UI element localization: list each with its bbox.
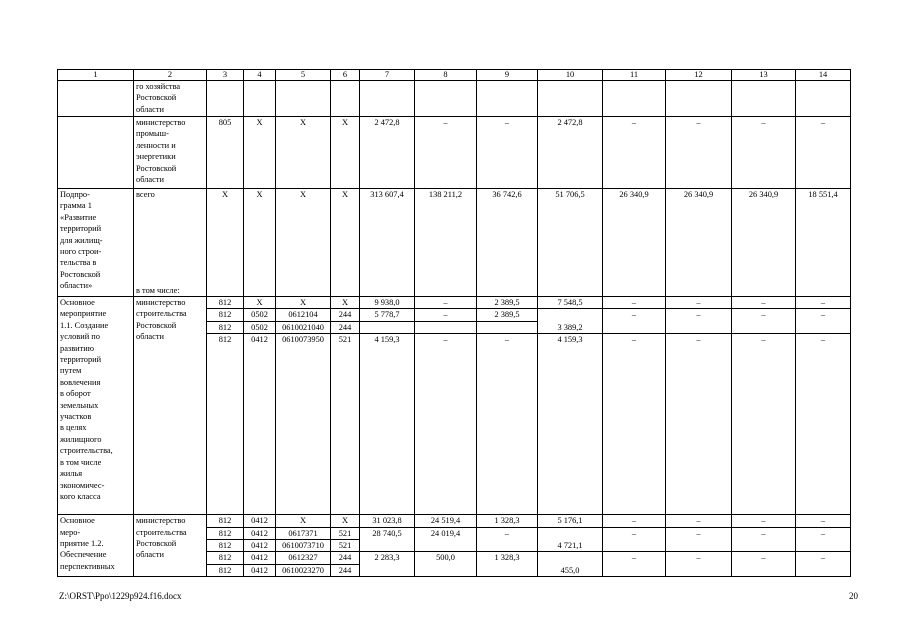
text-line: строительства	[136, 309, 187, 319]
cell-value: –	[603, 334, 666, 515]
cell-value: 9 938,0	[360, 297, 415, 309]
cell-value: –	[732, 334, 796, 515]
cell-value: X	[331, 117, 360, 189]
cell-value: X	[276, 515, 331, 527]
header-cell: 5	[276, 70, 331, 81]
cell-value: –	[477, 527, 538, 552]
text-line: области	[136, 332, 164, 342]
cell-value: 521	[331, 334, 360, 515]
cell-measure	[58, 297, 134, 515]
cell-value: 4 159,3	[538, 334, 603, 515]
text-line: территорий	[60, 224, 102, 234]
cell-value: –	[415, 309, 477, 321]
cell-value: –	[415, 334, 477, 515]
text-line: энергетики	[136, 152, 176, 162]
cell-value: 0502	[244, 309, 276, 321]
document-path: Z:\ORST\Ppo\1229p924.f16.docx	[59, 591, 182, 601]
header-cell: 11	[603, 70, 666, 81]
cell-value: 0610023270	[276, 564, 331, 576]
cell-value: 0612327	[276, 552, 331, 564]
text-line: грамма 1	[60, 201, 92, 211]
table-row	[58, 117, 851, 189]
cell-value	[360, 321, 415, 333]
cell-value: 26 340,9	[732, 189, 796, 297]
cell-value: 812	[207, 309, 244, 321]
text-line: меро-	[60, 527, 81, 537]
cell-value: 500,0	[415, 552, 477, 577]
cell-value: –	[415, 117, 477, 189]
cell-value: X	[276, 297, 331, 309]
cell-value: –	[796, 334, 851, 515]
cell-empty	[603, 81, 666, 117]
cell-executor	[134, 297, 207, 515]
page-number: 20	[849, 591, 858, 601]
header-cell: 3	[207, 70, 244, 81]
cell-value: 0412	[244, 564, 276, 576]
cell-value: 0412	[244, 540, 276, 552]
cell-value: X	[207, 189, 244, 297]
cell-value: –	[732, 297, 796, 309]
cell-value: –	[603, 117, 666, 189]
text-line: ленности и	[136, 140, 176, 150]
text-line: развитию	[60, 343, 95, 353]
cell-value: 2 472,8	[538, 117, 603, 189]
text-line: тельства в	[60, 258, 97, 268]
cell-value: X	[331, 189, 360, 297]
cell-value: 4 159,3	[360, 334, 415, 515]
text-line: в оборот	[60, 389, 91, 399]
text-line: всего	[136, 190, 155, 199]
text-line: 1.1. Создание	[60, 320, 109, 330]
cell-value: 812	[207, 552, 244, 564]
cell-value: X	[244, 189, 276, 297]
cell-value: 26 340,9	[603, 189, 666, 297]
cell-value: 0617371	[276, 527, 331, 539]
cell-value: 51 706,5	[538, 189, 603, 297]
cell-value: 36 742,6	[477, 189, 538, 297]
cell-value: –	[666, 117, 732, 189]
text-line: территорий	[60, 355, 102, 365]
text-line: строительства	[136, 527, 187, 537]
cell-empty	[477, 81, 538, 117]
cell-empty	[331, 81, 360, 117]
cell-value: 24 519,4	[415, 515, 477, 527]
cell-value: 313 607,4	[360, 189, 415, 297]
cell-value: –	[796, 297, 851, 309]
cell-measure	[58, 515, 134, 577]
cell-value: 31 023,8	[360, 515, 415, 527]
header-row	[58, 70, 851, 81]
cell-value: –	[732, 552, 796, 577]
cell-value: 244	[331, 564, 360, 576]
cell-value	[415, 321, 477, 333]
cell-value: –	[796, 117, 851, 189]
cell-value: X	[331, 297, 360, 309]
cell-value: 244	[331, 321, 360, 333]
cell-value: –	[477, 334, 538, 515]
text-line: Ростовской	[136, 539, 177, 549]
cell-value: X	[244, 297, 276, 309]
text-line: участков	[60, 412, 92, 422]
text-line: вовлечения	[60, 377, 101, 387]
cell-empty	[666, 81, 732, 117]
cell-empty	[360, 81, 415, 117]
cell-value: 521	[331, 527, 360, 539]
header-cell: 6	[331, 70, 360, 81]
text-line: Ростовской	[60, 269, 101, 279]
cell-value: X	[276, 189, 331, 297]
cell-value: 244	[331, 309, 360, 321]
cell-value: –	[603, 297, 666, 309]
budget-table	[57, 69, 851, 577]
text-line: мероприятие	[60, 309, 107, 319]
text-line: путем	[60, 366, 82, 376]
cell-value: –	[732, 527, 796, 552]
text-line: строительства,	[60, 446, 113, 456]
cell-value: X	[331, 515, 360, 527]
cell-value: 5 778,7	[360, 309, 415, 321]
cell-executor	[134, 81, 207, 117]
cell-value: –	[603, 527, 666, 552]
text-line: в том числе	[60, 457, 102, 467]
cell-value: 244	[331, 552, 360, 564]
cell-value: 812	[207, 334, 244, 515]
cell-value: 0412	[244, 515, 276, 527]
table-row	[58, 297, 851, 309]
cell-value: 0610073710	[276, 540, 331, 552]
cell-value: –	[666, 527, 732, 552]
cell-value: –	[796, 309, 851, 334]
cell-value: 0610073950	[276, 334, 331, 515]
text-line: области	[136, 104, 164, 114]
text-line: кого класса	[60, 491, 101, 501]
header-cell: 4	[244, 70, 276, 81]
cell-empty	[58, 117, 134, 189]
header-cell: 7	[360, 70, 415, 81]
text-line: жилищного	[60, 434, 102, 444]
cell-value: –	[732, 117, 796, 189]
cell-value: 5 176,1	[538, 515, 603, 527]
cell-value: 0502	[244, 321, 276, 333]
cell-value: 812	[207, 321, 244, 333]
text-line: промыш-	[136, 129, 169, 139]
cell-value: X	[276, 117, 331, 189]
text-line: Ростовской	[136, 163, 177, 173]
cell-value: 138 211,2	[415, 189, 477, 297]
cell-value: 812	[207, 540, 244, 552]
text-line: ного строи-	[60, 247, 102, 257]
cell-value: –	[732, 309, 796, 334]
table-row	[58, 515, 851, 527]
cell-value: 24 019,4	[415, 527, 477, 552]
text-line: Ростовской	[136, 93, 177, 103]
cell-value: –	[796, 515, 851, 527]
cell-value: 26 340,9	[666, 189, 732, 297]
text-line: министерство	[136, 118, 186, 127]
text-line: для жилищ-	[60, 235, 103, 245]
cell-value: –	[666, 334, 732, 515]
cell-value: –	[415, 297, 477, 309]
cell-empty	[276, 81, 331, 117]
text-line: го хозяйства	[136, 82, 181, 91]
cell-value: –	[796, 552, 851, 577]
text-line: Подпро-	[60, 190, 90, 199]
header-cell: 8	[415, 70, 477, 81]
cell-executor	[134, 117, 207, 189]
header-cell: 10	[538, 70, 603, 81]
cell-value: –	[796, 527, 851, 552]
cell-value: 812	[207, 564, 244, 576]
cell-value	[477, 321, 538, 333]
cell-value: –	[603, 309, 666, 334]
cell-value: 2 472,8	[360, 117, 415, 189]
cell-empty	[732, 81, 796, 117]
cell-subprogram	[58, 189, 134, 297]
cell-value: 28 740,5	[360, 527, 415, 552]
cell-value: 0412	[244, 527, 276, 539]
text-line: приятие 1.2.	[60, 539, 104, 549]
cell-value: 2 283,3	[360, 552, 415, 577]
cell-value: –	[666, 515, 732, 527]
cell-value: 4 721,1	[538, 527, 603, 552]
text-line: Основное	[60, 516, 95, 526]
cell-value: –	[603, 515, 666, 527]
cell-value: 0412	[244, 334, 276, 515]
cell-value: 2 389,5	[477, 309, 538, 321]
text-line: Ростовской	[136, 320, 177, 330]
cell-value: 7 548,5	[538, 297, 603, 309]
cell-value: 805	[207, 117, 244, 189]
cell-executor	[134, 189, 207, 297]
cell-value: 812	[207, 297, 244, 309]
header-cell: 12	[666, 70, 732, 81]
cell-value: –	[666, 297, 732, 309]
cell-value: –	[603, 552, 666, 577]
cell-value: 812	[207, 515, 244, 527]
text-line: области»	[60, 281, 93, 291]
header-cell: 1	[58, 70, 134, 81]
cell-value: 521	[331, 540, 360, 552]
header-cell: 13	[732, 70, 796, 81]
text-line: области	[136, 550, 164, 560]
cell-executor	[134, 515, 207, 577]
table-row	[58, 189, 851, 297]
cell-empty	[207, 81, 244, 117]
cell-value: 3 389,2	[538, 309, 603, 334]
header-cell: 9	[477, 70, 538, 81]
text-line: Обеспечение	[60, 550, 107, 560]
cell-empty	[58, 81, 134, 117]
cell-value: 2 389,5	[477, 297, 538, 309]
cell-empty	[538, 81, 603, 117]
table-row	[58, 81, 851, 117]
text-line: области	[136, 175, 164, 185]
header-cell: 14	[796, 70, 851, 81]
header-cell: 2	[134, 70, 207, 81]
text-line: земельных	[60, 400, 99, 410]
cell-value: –	[477, 117, 538, 189]
text-line: условий по	[60, 332, 100, 342]
cell-value: 0610021040	[276, 321, 331, 333]
cell-value: 1 328,3	[477, 515, 538, 527]
cell-value: –	[732, 515, 796, 527]
text-line: «Развитие	[60, 212, 97, 222]
text-line: министерство	[136, 298, 186, 307]
cell-value: X	[244, 117, 276, 189]
cell-value: 0612104	[276, 309, 331, 321]
cell-value: 18 551,4	[796, 189, 851, 297]
cell-value: 0412	[244, 552, 276, 564]
cell-empty	[415, 81, 477, 117]
text-line: экономичес-	[60, 480, 105, 490]
text-line: в целях	[60, 423, 87, 433]
text-line: жилья	[60, 469, 83, 479]
cell-empty	[244, 81, 276, 117]
cell-value: –	[666, 309, 732, 334]
cell-value: 455,0	[538, 552, 603, 577]
text-line: в том числе:	[136, 285, 180, 295]
cell-value: –	[666, 552, 732, 577]
text-line: перспективных	[60, 561, 115, 571]
cell-value: 1 328,3	[477, 552, 538, 577]
cell-value: 812	[207, 527, 244, 539]
cell-empty	[796, 81, 851, 117]
text-line: министерство	[136, 516, 186, 526]
text-line: Основное	[60, 298, 95, 307]
